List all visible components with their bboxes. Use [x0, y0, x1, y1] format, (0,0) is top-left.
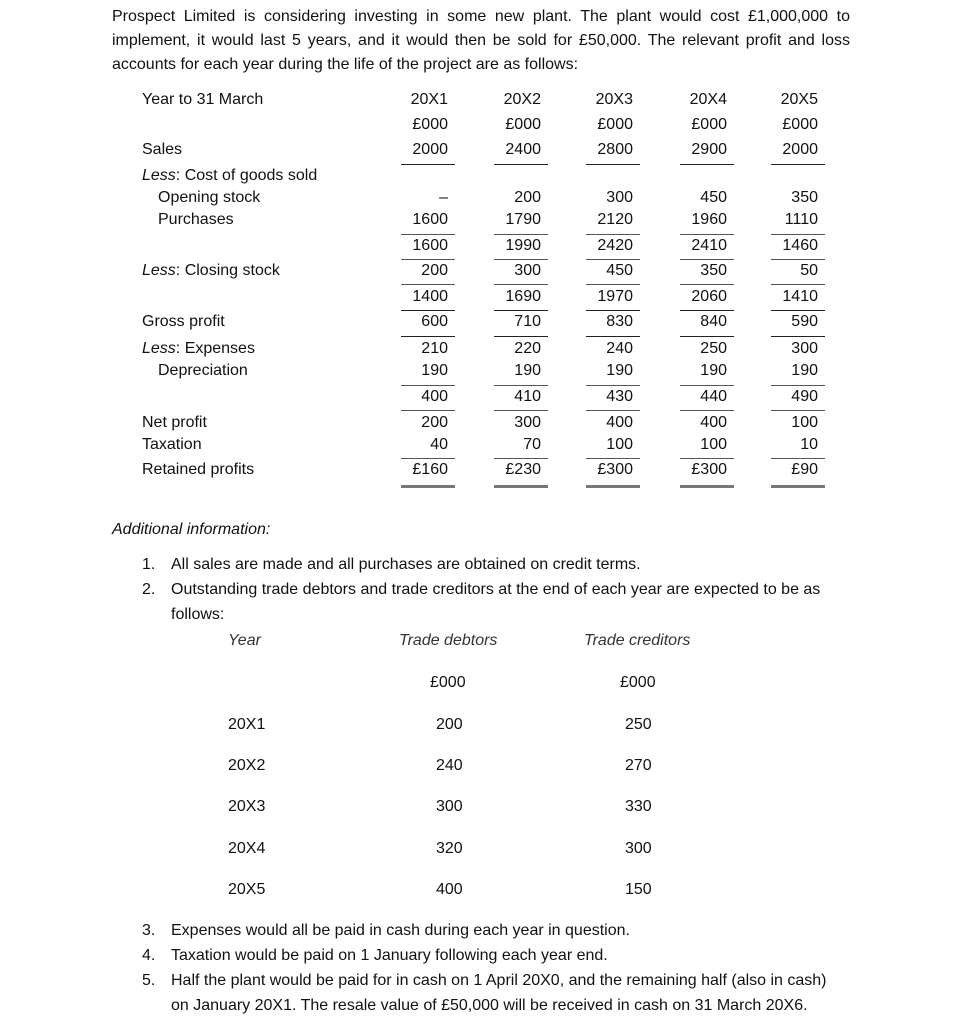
- underline: [680, 164, 734, 165]
- cell-retained-profits: £300: [597, 461, 633, 478]
- row-label-net-profit: Net profit: [142, 414, 207, 431]
- cell-taxation: 100: [606, 436, 633, 453]
- col-header-year: Year: [228, 632, 261, 649]
- underline: [401, 385, 455, 386]
- dc-creditors: 250: [625, 716, 652, 733]
- note-number: 1.: [142, 556, 156, 573]
- cell-depreciation: 190: [514, 362, 541, 379]
- cell-retained-profits: £160: [412, 461, 448, 478]
- underline: [494, 284, 548, 285]
- underline: [586, 458, 640, 459]
- year-header: 20X4: [689, 91, 727, 108]
- dc-creditors: 330: [625, 798, 652, 815]
- double-underline: [680, 485, 734, 488]
- underline: [401, 284, 455, 285]
- cell-depreciation: 190: [421, 362, 448, 379]
- cell-purchases: 1960: [691, 211, 727, 228]
- cell-opening-stock: 300: [606, 189, 633, 206]
- dc-debtors: 320: [436, 840, 463, 857]
- cell-sales: 2900: [691, 141, 727, 158]
- cell-cogs: 1690: [505, 288, 541, 305]
- cell-expenses: 210: [421, 340, 448, 357]
- cell-gross-profit: 590: [791, 313, 818, 330]
- additional-info-title: Additional information:: [112, 521, 271, 538]
- underline: [771, 410, 825, 411]
- cell-total-expenses: 430: [606, 388, 633, 405]
- underline: [586, 385, 640, 386]
- row-label-retained-profits: Retained profits: [142, 461, 255, 478]
- header-label: Year to 31 March: [142, 91, 264, 108]
- cell-depreciation: 190: [791, 362, 818, 379]
- cell-net-profit: 400: [606, 414, 633, 431]
- underline: [680, 458, 734, 459]
- cell-taxation: 40: [430, 436, 448, 453]
- cell-cogs: 1970: [597, 288, 633, 305]
- col-header-creditors: Trade creditors: [584, 632, 691, 649]
- cell-sales: 2800: [597, 141, 633, 158]
- dc-debtors: 200: [436, 716, 463, 733]
- underline: [771, 234, 825, 235]
- cell-taxation: 70: [523, 436, 541, 453]
- cell-opening-stock: 450: [700, 189, 727, 206]
- dc-debtors: 240: [436, 757, 463, 774]
- cell-net-profit: 400: [700, 414, 727, 431]
- dc-debtors: 400: [436, 881, 463, 898]
- cell-gross-profit: 710: [514, 313, 541, 330]
- underline: [586, 234, 640, 235]
- underline: [771, 164, 825, 165]
- row-label-expenses: [142, 340, 255, 358]
- cell-purchases: 2120: [597, 211, 633, 228]
- underline: [494, 458, 548, 459]
- note-number: 3.: [142, 922, 156, 939]
- cell-gross-profit: 830: [606, 313, 633, 330]
- underline: [494, 410, 548, 411]
- cell-closing-stock: 350: [700, 262, 727, 279]
- row-label-taxation: Taxation: [142, 436, 202, 453]
- underline: [494, 385, 548, 386]
- underline: [586, 310, 640, 311]
- col-header-debtors: Trade debtors: [399, 632, 498, 649]
- cell-total-expenses: 490: [791, 388, 818, 405]
- underline: [771, 310, 825, 311]
- dc-year: 20X3: [228, 798, 266, 815]
- cell-subtotal1: 1600: [412, 237, 448, 254]
- note-number: 2.: [142, 581, 156, 598]
- cell-sales: 2400: [505, 141, 541, 158]
- cell-expenses: 240: [606, 340, 633, 357]
- dc-debtors: 300: [436, 798, 463, 815]
- underline: [680, 410, 734, 411]
- cell-opening-stock: 200: [514, 189, 541, 206]
- unit-header: £000: [691, 116, 727, 133]
- row-label-closing-stock: [142, 262, 280, 280]
- cell-subtotal1: 1460: [782, 237, 818, 254]
- underline: [680, 385, 734, 386]
- unit-header: £000: [782, 116, 818, 133]
- underline: [586, 410, 640, 411]
- underline: [401, 234, 455, 235]
- cell-expenses: 300: [791, 340, 818, 357]
- cell-sales: 2000: [782, 141, 818, 158]
- cell-total-expenses: 440: [700, 388, 727, 405]
- underline: [494, 234, 548, 235]
- cell-depreciation: 190: [700, 362, 727, 379]
- underline: [401, 164, 455, 165]
- underline: [586, 336, 640, 337]
- unit-debtors: £000: [430, 674, 466, 691]
- cell-closing-stock: 200: [421, 262, 448, 279]
- double-underline: [494, 485, 548, 488]
- row-label-opening-stock: Opening stock: [158, 189, 261, 206]
- dc-creditors: 300: [625, 840, 652, 857]
- cell-closing-stock: 300: [514, 262, 541, 279]
- double-underline: [771, 485, 825, 488]
- cell-subtotal1: 1990: [505, 237, 541, 254]
- double-underline: [401, 485, 455, 488]
- cell-opening-stock: 350: [791, 189, 818, 206]
- cell-purchases: 1110: [784, 211, 818, 228]
- cell-net-profit: 300: [514, 414, 541, 431]
- dc-creditors: 270: [625, 757, 652, 774]
- underline: [771, 259, 825, 260]
- underline: [494, 336, 548, 337]
- underline: [494, 310, 548, 311]
- year-header: 20X3: [595, 91, 633, 108]
- dc-creditors: 150: [625, 881, 652, 898]
- unit-header: £000: [412, 116, 448, 133]
- note-text-cont: on January 20X1. The resale value of £50,000 will be received in cash on 31 March 20X6.: [171, 997, 808, 1014]
- underline: [494, 164, 548, 165]
- cell-retained-profits: £230: [505, 461, 541, 478]
- underline: [771, 284, 825, 285]
- underline: [401, 259, 455, 260]
- row-label-purchases: Purchases: [158, 211, 234, 228]
- cell-purchases: 1600: [412, 211, 448, 228]
- double-underline: [586, 485, 640, 488]
- cell-gross-profit: 840: [700, 313, 727, 330]
- cell-expenses: 220: [514, 340, 541, 357]
- row-label-sales: Sales: [142, 141, 183, 158]
- cell-subtotal1: 2410: [691, 237, 727, 254]
- cell-cogs: 2060: [691, 288, 727, 305]
- cell-net-profit: 200: [421, 414, 448, 431]
- cell-depreciation: 190: [606, 362, 633, 379]
- underline: [586, 164, 640, 165]
- less-prefix: Less: [142, 340, 176, 357]
- less-prefix: Less: [142, 262, 176, 279]
- cell-closing-stock: 50: [800, 262, 818, 279]
- underline: [401, 410, 455, 411]
- cell-taxation: 10: [800, 436, 818, 453]
- underline: [586, 259, 640, 260]
- year-header: 20X2: [503, 91, 541, 108]
- cell-sales: 2000: [412, 141, 448, 158]
- cell-expenses: 250: [700, 340, 727, 357]
- underline: [680, 234, 734, 235]
- cell-net-profit: 100: [791, 414, 818, 431]
- underline: [680, 336, 734, 337]
- cell-gross-profit: 600: [421, 313, 448, 330]
- underline: [771, 336, 825, 337]
- note-text: Expenses would all be paid in cash during each year in question.: [171, 922, 630, 939]
- note-number: 4.: [142, 947, 156, 964]
- cell-total-expenses: 410: [514, 388, 541, 405]
- note-text: All sales are made and all purchases are obtained on credit terms.: [171, 556, 641, 573]
- dc-year: 20X2: [228, 757, 266, 774]
- cell-closing-stock: 450: [606, 262, 633, 279]
- less-prefix: Less: [142, 167, 176, 184]
- underline: [401, 336, 455, 337]
- underline: [401, 458, 455, 459]
- row-label-cogs-heading: [142, 167, 317, 185]
- cell-total-expenses: 400: [421, 388, 448, 405]
- cell-cogs: 1400: [412, 288, 448, 305]
- note-text: Taxation would be paid on 1 January following each year end.: [171, 947, 608, 964]
- row-label-depreciation: Depreciation: [158, 362, 248, 379]
- cell-subtotal1: 2420: [597, 237, 633, 254]
- underline: [771, 385, 825, 386]
- unit-creditors: £000: [620, 674, 656, 691]
- unit-header: £000: [597, 116, 633, 133]
- unit-header: £000: [505, 116, 541, 133]
- row-label-text: : Closing stock: [175, 262, 280, 279]
- cell-purchases: 1790: [505, 211, 541, 228]
- row-label-gross-profit: Gross profit: [142, 313, 225, 330]
- underline: [494, 259, 548, 260]
- note-text: Outstanding trade debtors and trade creditors at the end of each year are expected to be as: [171, 581, 821, 598]
- underline: [680, 310, 734, 311]
- year-header: 20X5: [780, 91, 818, 108]
- cell-retained-profits: £90: [791, 461, 818, 478]
- underline: [680, 284, 734, 285]
- dc-year: 20X5: [228, 881, 266, 898]
- note-text: Half the plant would be paid for in cash on 1 April 20X0, and the remaining half (also in cash): [171, 972, 827, 989]
- note-text-cont: follows:: [171, 606, 225, 623]
- row-label-text: : Expenses: [175, 340, 255, 357]
- intro-paragraph: Prospect Limited is considering investing in some new plant. The plant would cost £1,000,000 to implement, it would last 5 years, and it would then be sold for £50,000. The relevant profit and loss accounts for each year during the life of the project are as follows:: [112, 8, 850, 73]
- underline: [586, 284, 640, 285]
- dc-year: 20X4: [228, 840, 266, 857]
- cell-opening-stock: –: [439, 189, 448, 206]
- cell-retained-profits: £300: [691, 461, 727, 478]
- cell-taxation: 100: [700, 436, 727, 453]
- row-label-text: : Cost of goods sold: [175, 167, 318, 184]
- year-header: 20X1: [410, 91, 448, 108]
- cell-cogs: 1410: [782, 288, 818, 305]
- note-number: 5.: [142, 972, 156, 989]
- underline: [771, 458, 825, 459]
- underline: [680, 259, 734, 260]
- underline: [401, 310, 455, 311]
- dc-year: 20X1: [228, 716, 266, 733]
